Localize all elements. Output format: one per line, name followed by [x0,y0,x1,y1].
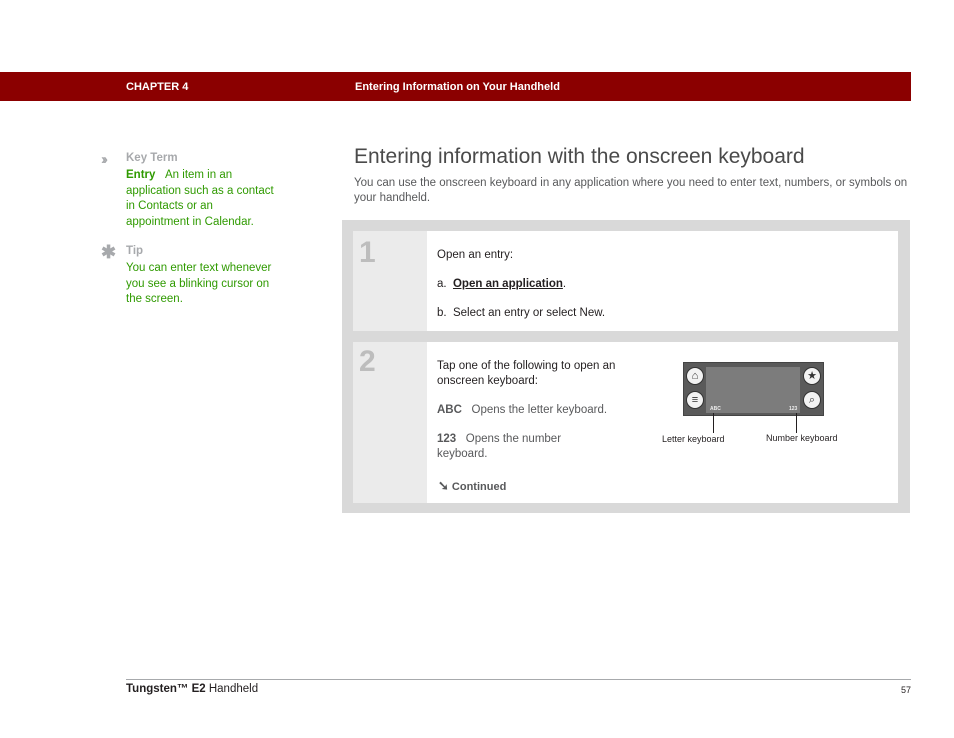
continued-indicator [438,478,506,494]
step-2-123-item [437,432,597,462]
step-2-abc-item [437,403,647,418]
step-1-item-b [437,306,605,321]
number-tap-spot: 123 [789,406,798,412]
asterisk-icon: ✱ [101,242,117,262]
step-1-item-b-text: Select an entry or select New. [452,307,606,319]
key-term-word: Entry [126,169,156,181]
tip-body: You can enter text whenever you see a blinking cursor on the screen. [126,262,272,306]
number-key-label: 123 [437,433,457,445]
chapter-number: CHAPTER 4 [126,81,189,93]
key-term-label: Key Term [126,152,178,164]
arrow-down-right-icon: ➘ [438,478,449,493]
number-description: Opens the number keyboard. [437,433,562,460]
intro-paragraph: You can use the onscreen keyboard in any application where you need to enter text, numbers, or symbols on your handheld. [354,177,908,204]
chapter-title: Entering Information on Your Handheld [355,81,560,93]
footer-product-suffix: Handheld [208,683,259,695]
letter-keyboard-caption: Letter keyboard [662,434,725,444]
menu-icon: ≡ [686,391,704,409]
step-2-lead: Tap one of the following to open an onscreen keyboard: [437,360,616,387]
key-term-body [126,168,276,230]
abc-key-label: ABC [437,404,462,416]
step-1-lead: Open an entry: [437,249,514,261]
footer-product [126,683,258,695]
abc-description: Opens the letter keyboard. [471,404,608,416]
footer-divider [126,679,911,680]
page-title: Entering information with the onscreen keyboard [354,145,805,168]
home-icon: ⌂ [686,367,704,385]
open-application-link[interactable]: Open an application [452,278,563,290]
footer-product-name: Tungsten™ E2 [126,683,206,695]
step-1-item-a-prefix: a. [437,278,447,290]
find-icon: ⌕ [803,391,821,409]
continued-label: Continued [451,481,507,493]
step-2-number: 2 [359,345,376,378]
step-1-number: 1 [359,236,376,269]
key-term-definition: An item in an application such as a contact in Contacts or an appointment in Calendar. [126,169,274,228]
step-1-item-b-prefix: b. [437,307,447,319]
number-keyboard-caption: Number keyboard [766,433,838,443]
star-icon: ★ [803,367,821,385]
page-number: 57 [900,685,911,695]
letter-keyboard-callout-line [713,413,714,433]
number-keyboard-callout-line [796,413,797,433]
tip-label: Tip [126,245,144,257]
input-area-illustration [683,362,824,416]
abc-tap-spot: ABC [710,406,721,412]
step-1-item-a [437,277,566,292]
chevron-double-icon: ›› [101,151,105,168]
step-1-item-a-suffix: . [562,278,567,290]
